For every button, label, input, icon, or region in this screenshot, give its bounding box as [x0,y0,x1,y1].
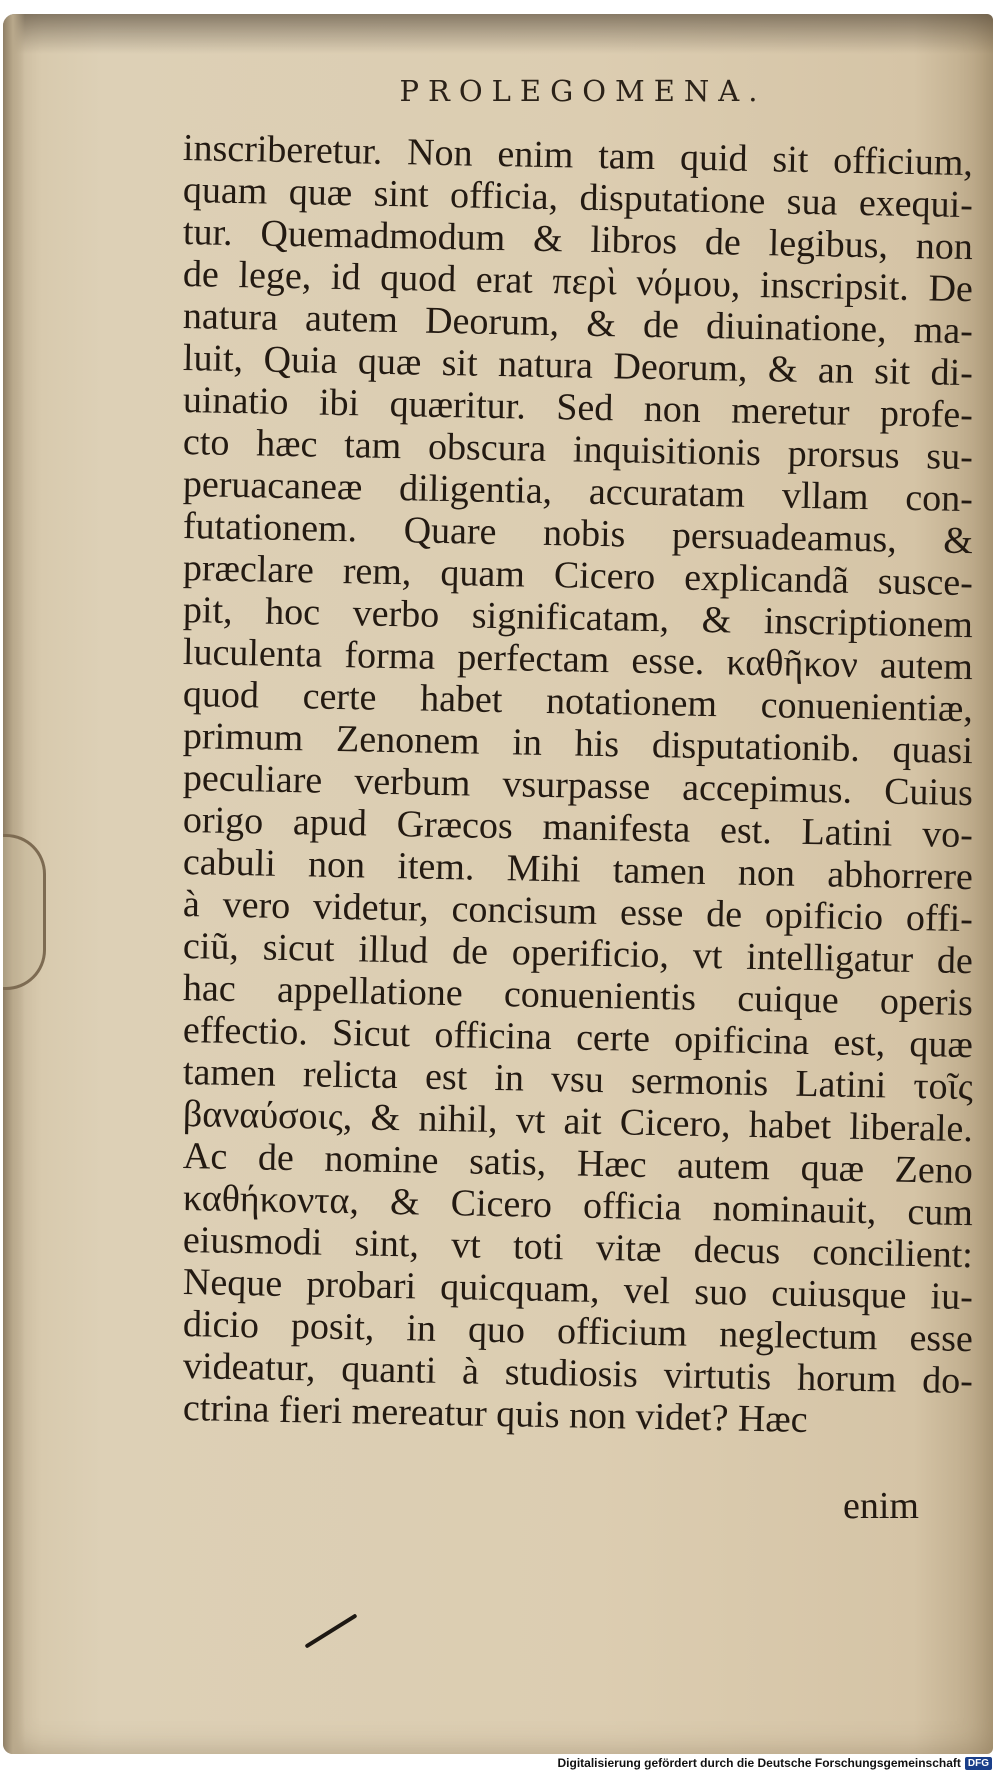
text-line: βαναύσοις, & nihil, vt ait Cicero, habet liberale. [182,1093,974,1151]
text-line: à vero videtur, concisum esse de opificio offi- [182,883,974,941]
text-line: pit, hoc verbo significatam, & inscriptionem [182,589,974,647]
text-line: ctrina fieri mereatur quis non videt? Hæc [182,1387,808,1441]
text-line: tamen relicta est in vsu sermonis Latini τοῖς [182,1051,974,1109]
body-text [182,127,974,1441]
text-line: dicio posit, in quo officium neglectum esse [182,1303,974,1361]
clasp-loop [3,834,46,990]
text-line: peculiare verbum vsurpasse accepimus. Cuius [182,757,974,815]
text-line: luculenta forma perfectam esse. καθῆκον autem [182,631,974,689]
text-line: eiusmodi sint, vt toti vitæ decus concilient: [182,1219,974,1277]
text-line: Neque probari quicquam, vel suo cuiusque iu- [182,1261,974,1319]
text-line: tur. Quemadmodum & libros de legibus, non [182,211,974,269]
text-line: uinatio ibi quæritur. Sed non meretur profe- [182,379,974,437]
text-line: inscriberetur. Non enim tam quid sit officium, [182,127,974,185]
text-line: videatur, quanti à studiosis virtutis horum do- [182,1345,974,1403]
text-line: καθήκοντα, & Cicero officia nominauit, cum [182,1177,974,1235]
text-line: ciũ, sicut illud de operificio, vt intelligatur de [182,925,974,983]
text-line: de lege, id quod erat περὶ νόμου, inscripsit. De [182,253,974,311]
digitization-credit [557,1756,992,1770]
text-line: effectio. Sicut officina certe opificina est, quæ [182,1009,974,1067]
text-line: natura autem Deorum, & de diuinatione, ma- [182,295,974,353]
text-line: origo apud Græcos manifesta est. Latini vo- [182,799,974,857]
text-line: Ac de nomine satis, Hæc autem quæ Zeno [182,1135,974,1193]
text-line: præclare rem, quam Cicero explicandã susce- [182,547,974,605]
text-line: futationem. Quare nobis persuadeamus, & [182,505,974,563]
text-line: primum Zenonem in his disputationib. quasi [182,715,974,773]
text-line: quam quæ sint officia, disputatione sua exequi- [182,169,974,227]
text-line: cto hæc tam obscura inquisitionis prorsus su- [182,421,974,479]
credit-text: Digitalisierung gefördert durch die Deutsche Forschungsgemeinschaft [557,1756,961,1770]
text-line: quod certe habet notationem conuenientiæ, [182,673,974,731]
text-line: luit, Quia quæ sit natura Deorum, & an sit di- [182,337,974,395]
book-page [3,14,993,1754]
text-line: hac appellatione conuenientis cuique operis [182,967,974,1025]
ink-mark [304,1613,357,1648]
running-head: PROLEGOMENA. [399,74,767,108]
page-top-shadow [3,14,993,54]
text-line: peruacaneæ diligentia, accuratam vllam con- [182,463,974,521]
dfg-logo-icon: DFG [965,1757,992,1770]
text-line: cabuli non item. Mihi tamen non abhorrere [182,841,974,899]
catchword: enim [843,1485,919,1527]
